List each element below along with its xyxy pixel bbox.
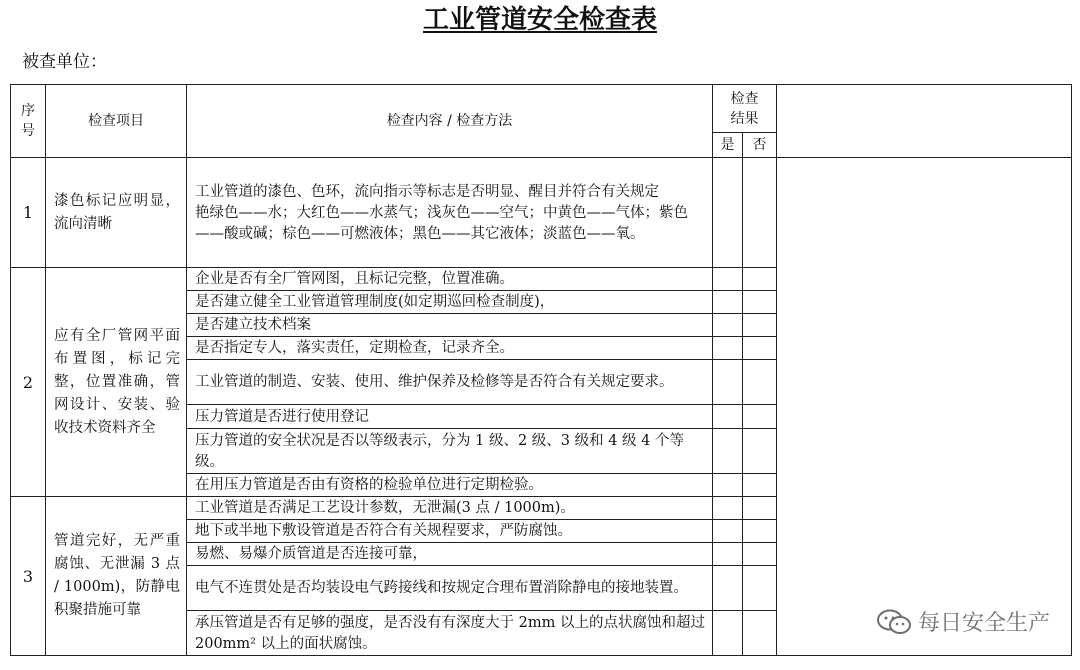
content-line: 工业管道的漆色、色环，流向指示等标志是否明显、醒目并符合有关规定 (195, 183, 659, 200)
result-no-cell[interactable] (743, 497, 777, 520)
check-content: 压力管道是否进行使用登记 (187, 405, 713, 429)
result-yes-cell[interactable] (713, 291, 743, 314)
result-yes-cell[interactable] (713, 474, 743, 497)
inspected-unit-label: 被查单位： (22, 52, 107, 72)
section-seq: 3 (11, 497, 46, 656)
result-no-cell[interactable] (743, 337, 777, 360)
result-no-cell[interactable] (743, 360, 777, 405)
check-item: 管道完好，无严重腐蚀、无泄漏 3 点 / 1000m)，防静电积聚措施可靠 (46, 497, 187, 656)
result-yes-cell[interactable] (713, 405, 743, 429)
check-content (187, 158, 713, 268)
header-item: 检查项目 (46, 85, 187, 158)
result-no-cell[interactable] (743, 566, 777, 611)
check-content: 压力管道的安全状况是否以等级表示，分为 1 级、2 级、3 级和 4 级 4 个等级。 (187, 429, 713, 474)
result-yes-cell[interactable] (713, 543, 743, 566)
page-title: 工业管道安全检查表 (422, 5, 657, 35)
check-content: 承压管道是否有足够的强度，是否没有有深度大于 2mm 以上的点状腐蚀和超过 200mm² 以上的面状腐蚀。 (187, 611, 713, 656)
result-no-cell[interactable] (743, 405, 777, 429)
check-content: 是否指定专人，落实责任，定期检查，记录齐全。 (187, 337, 713, 360)
result-no-cell[interactable] (743, 543, 777, 566)
wechat-icon (876, 609, 912, 635)
result-no-cell[interactable] (743, 291, 777, 314)
result-yes-cell[interactable] (713, 360, 743, 405)
header-no: 否 (743, 133, 777, 158)
result-no-cell[interactable] (743, 158, 777, 268)
check-content: 工业管道是否满足工艺设计参数，无泄漏(3 点 / 1000m)。 (187, 497, 713, 520)
header-yes: 是 (713, 133, 743, 158)
check-content: 是否建立技术档案 (187, 314, 713, 337)
check-content: 易燃、易爆介质管道是否连接可靠， (187, 543, 713, 566)
result-no-cell[interactable] (743, 611, 777, 656)
check-content: 地下或半地下敷设管道是否符合有关规程要求，严防腐蚀。 (187, 520, 713, 543)
watermark-text: 每日安全生产 (917, 611, 1050, 636)
check-content: 工业管道的制造、安装、使用、维护保养及检修等是否符合有关规定要求。 (187, 360, 713, 405)
result-yes-cell[interactable] (713, 566, 743, 611)
watermark (876, 606, 1050, 637)
content-line: 艳绿色——水；大红色——水蒸气；浅灰色——空气；中黄色——气体；紫色——酸或碱；棕色——可燃液体；黑色——其它液体；淡蓝色——氧。 (195, 204, 688, 242)
check-content: 是否建立健全工业管道管理制度(如定期巡回检查制度)， (187, 291, 713, 314)
check-content: 在用压力管道是否由有资格的检验单位进行定期检验。 (187, 474, 713, 497)
section-seq: 1 (11, 158, 46, 268)
header-remarks (777, 85, 1072, 158)
result-no-cell[interactable] (743, 520, 777, 543)
check-content: 电气不连贯处是否均装设电气跨接线和按规定合理布置消除静电的接地装置。 (187, 566, 713, 611)
checklist-table (10, 84, 1072, 656)
result-yes-cell[interactable] (713, 158, 743, 268)
result-yes-cell[interactable] (713, 611, 743, 656)
result-no-cell[interactable] (743, 429, 777, 474)
result-yes-cell[interactable] (713, 497, 743, 520)
check-item: 漆色标记应明显，流向清晰 (46, 158, 187, 268)
check-item: 应有全厂管网平面布置图，标记完整，位置准确，管网设计、安装、验收技术资料齐全 (46, 268, 187, 497)
result-no-cell[interactable] (743, 474, 777, 497)
result-no-cell[interactable] (743, 314, 777, 337)
header-content: 检查内容 / 检查方法 (187, 85, 713, 158)
result-yes-cell[interactable] (713, 520, 743, 543)
result-yes-cell[interactable] (713, 314, 743, 337)
result-yes-cell[interactable] (713, 337, 743, 360)
header-seq: 序号 (11, 85, 46, 158)
remarks-cell[interactable] (777, 158, 1072, 656)
check-content: 企业是否有全厂管网图，且标记完整，位置准确。 (187, 268, 713, 291)
result-yes-cell[interactable] (713, 429, 743, 474)
result-yes-cell[interactable] (713, 268, 743, 291)
result-no-cell[interactable] (743, 268, 777, 291)
header-result: 检查结果 (713, 85, 777, 133)
section-seq: 2 (11, 268, 46, 497)
